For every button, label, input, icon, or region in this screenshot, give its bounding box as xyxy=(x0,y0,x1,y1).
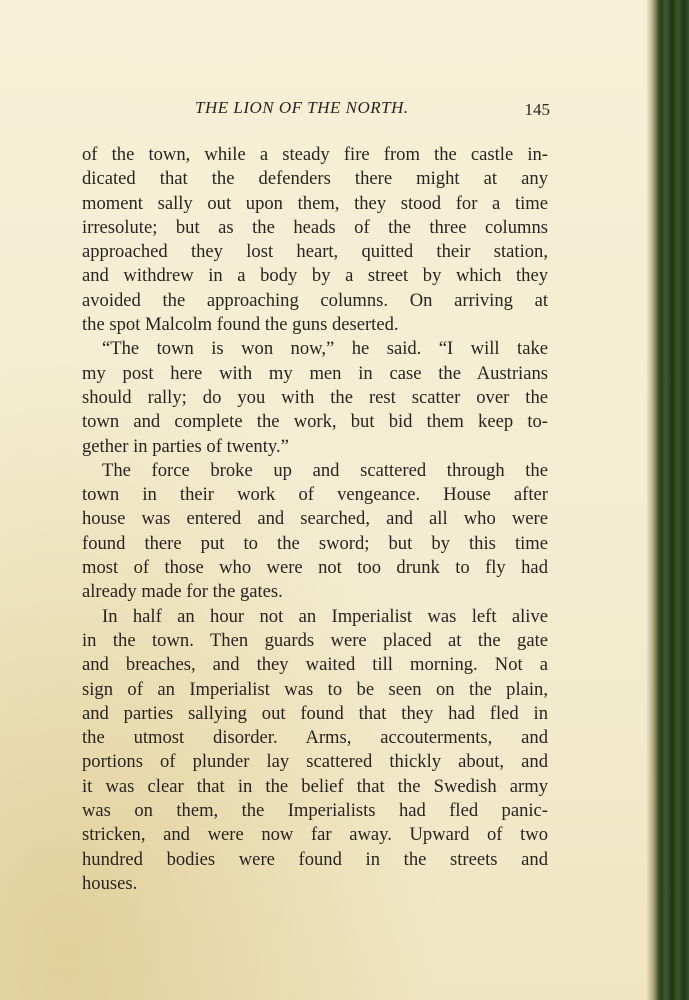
text-line: my post here with my men in case the Austrians xyxy=(82,362,548,384)
text-line: already made for the gates. xyxy=(82,581,283,603)
text-line: town in their work of vengeance. House after xyxy=(82,484,548,506)
text-line: hundred bodies were found in the streets and xyxy=(82,848,548,870)
text-line: most of those who were not too drunk to fly had xyxy=(82,557,548,579)
text-line: found there put to the sword; but by this time xyxy=(82,532,548,554)
text-line: avoided the approaching columns. On arriving at xyxy=(82,289,548,311)
text-line: stricken, and were now far away. Upward of two xyxy=(82,824,548,846)
page-number: 145 xyxy=(524,100,550,119)
text-line: and breaches, and they waited till morning. Not a xyxy=(82,654,548,676)
text-line: was on them, the Imperialists had fled panic- xyxy=(82,800,548,822)
text-line: should rally; do you with the rest scatter over the xyxy=(82,386,548,408)
text-line: irresolute; but as the heads of the three columns xyxy=(82,216,548,238)
text-line: house was entered and searched, and all who were xyxy=(82,508,548,530)
page-header xyxy=(80,98,550,122)
text-line: moment sally out upon them, they stood for a time xyxy=(82,192,548,214)
text-line: the spot Malcolm found the guns deserted. xyxy=(82,314,399,336)
text-line: houses. xyxy=(82,872,138,894)
text-line: sign of an Imperialist was to be seen on the plain, xyxy=(82,678,548,700)
body-text xyxy=(82,143,548,896)
text-line: dicated that the defenders there might at any xyxy=(82,168,548,190)
text-line: in the town. Then guards were placed at the gate xyxy=(82,629,548,651)
text-line: and withdrew in a body by a street by which they xyxy=(82,265,548,287)
text-line: “The town is won now,” he said. “I will take xyxy=(102,338,548,360)
text-line: town and complete the work, but bid them keep to- xyxy=(82,411,548,433)
book-spine xyxy=(652,0,689,1000)
text-line: The force broke up and scattered through the xyxy=(102,459,548,481)
text-line: gether in parties of twenty.” xyxy=(82,435,289,457)
text-line: portions of plunder lay scattered thickly about, and xyxy=(82,751,548,773)
running-title: THE LION OF THE NORTH. xyxy=(195,98,409,117)
text-line: the utmost disorder. Arms, accouterments, and xyxy=(82,727,548,749)
text-line: of the town, while a steady fire from the castle in- xyxy=(82,144,548,165)
text-line: In half an hour not an Imperialist was left alive xyxy=(102,605,548,627)
text-line: and parties sallying out found that they had fled in xyxy=(82,702,548,724)
text-line: it was clear that in the belief that the Swedish army xyxy=(82,775,548,797)
text-line: approached they lost heart, quitted their station, xyxy=(82,241,548,263)
